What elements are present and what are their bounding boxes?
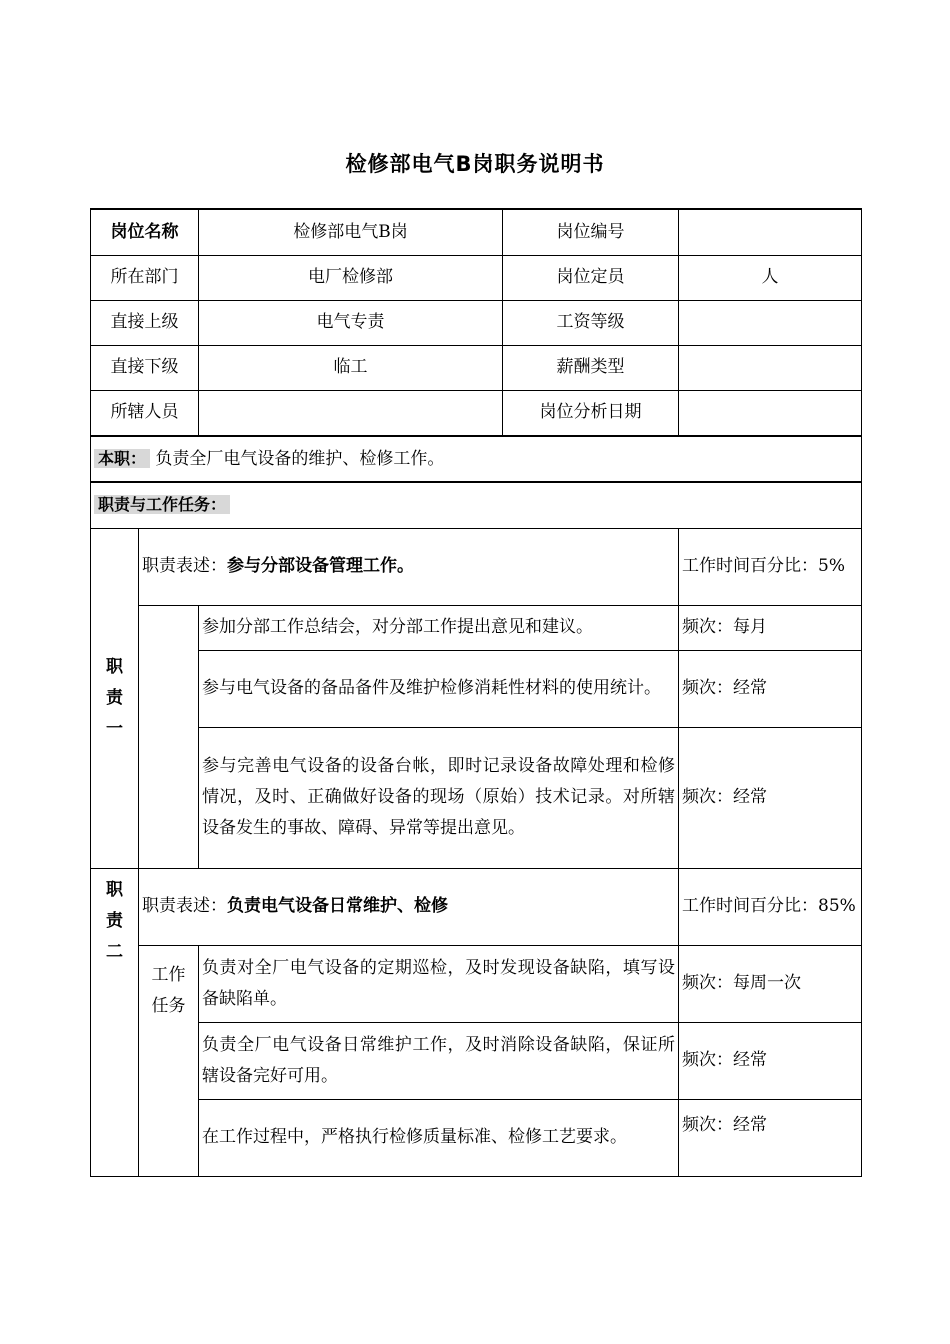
info-label: 岗位编号 (503, 209, 679, 255)
info-label: 岗位名称 (91, 209, 199, 255)
info-label: 所在部门 (91, 255, 199, 300)
duty-2-side-label: 职 责 二 (91, 868, 139, 1176)
info-value: 电气专责 (199, 300, 503, 345)
main-duty-row (91, 436, 862, 482)
task-frequency: 频次：经常 (679, 1022, 862, 1099)
section-header-row (91, 482, 862, 528)
task-frequency: 频次：每月 (679, 605, 862, 650)
info-value (679, 209, 862, 255)
task-row (91, 727, 862, 868)
info-label: 直接上级 (91, 300, 199, 345)
duty-1-description (139, 528, 679, 605)
main-duty-text: 负责全厂电气设备的维护、检修工作。 (155, 449, 445, 469)
duty-1-task-label (139, 605, 199, 868)
info-label: 直接下级 (91, 345, 199, 390)
info-row (91, 255, 862, 300)
task-frequency: 频次：经常 (679, 650, 862, 727)
task-frequency: 频次：经常 (679, 727, 862, 868)
info-value: 临工 (199, 345, 503, 390)
task-text: 在工作过程中，严格执行检修质量标准、检修工艺要求。 (199, 1099, 679, 1176)
task-row (91, 1022, 862, 1099)
task-text: 参与电气设备的备品备件及维护检修消耗性材料的使用统计。 (199, 650, 679, 727)
info-label: 薪酬类型 (503, 345, 679, 390)
info-label: 工资等级 (503, 300, 679, 345)
info-value: 检修部电气B岗 (199, 209, 503, 255)
info-value (679, 345, 862, 390)
info-value (679, 300, 862, 345)
duty-2-desc-row (91, 868, 862, 945)
task-text: 负责对全厂电气设备的定期巡检，及时发现设备缺陷，填写设备缺陷单。 (199, 945, 679, 1022)
task-text: 负责全厂电气设备日常维护工作，及时消除设备缺陷，保证所辖设备完好可用。 (199, 1022, 679, 1099)
duty-1-desc-text: 参与分部设备管理工作。 (227, 556, 414, 576)
info-label: 岗位定员 (503, 255, 679, 300)
info-row (91, 300, 862, 345)
info-label: 所辖人员 (91, 390, 199, 436)
section-label: 职责与工作任务： (94, 495, 230, 514)
info-value: 电厂检修部 (199, 255, 503, 300)
task-row (91, 650, 862, 727)
task-row (91, 1099, 862, 1176)
duty-1-side-label: 职 责 一 (91, 528, 139, 868)
duty-1-percent: 工作时间百分比：5% (679, 528, 862, 605)
info-row (91, 345, 862, 390)
main-duty-label: 本职： (94, 449, 150, 468)
duty-1-desc-row (91, 528, 862, 605)
info-value (679, 390, 862, 436)
task-row (91, 945, 862, 1022)
duty-2-description (139, 868, 679, 945)
duty-2-task-label: 工作 任务 (139, 945, 199, 1176)
info-row (91, 390, 862, 436)
duty-1-desc-label: 职责表述： (142, 556, 227, 576)
info-value: 人 (679, 255, 862, 300)
task-text: 参与完善电气设备的设备台帐，即时记录设备故障处理和检修情况，及时、正确做好设备的现场（原始）技术记录。对所辖设备发生的事故、障碍、异常等提出意见。 (199, 727, 679, 868)
task-frequency: 频次：每周一次 (679, 945, 862, 1022)
task-frequency: 频次：经常 (679, 1099, 862, 1176)
duty-2-desc-label: 职责表述： (142, 896, 227, 916)
task-row (91, 605, 862, 650)
job-description-table (90, 208, 862, 1177)
document-title: 检修部电气B岗职务说明书 (345, 152, 605, 176)
duty-2-desc-text: 负责电气设备日常维护、检修 (227, 896, 448, 916)
task-text: 参加分部工作总结会，对分部工作提出意见和建议。 (199, 605, 679, 650)
duty-2-percent: 工作时间百分比：85% (679, 868, 862, 945)
info-row (91, 209, 862, 255)
info-label: 岗位分析日期 (503, 390, 679, 436)
info-value (199, 390, 503, 436)
